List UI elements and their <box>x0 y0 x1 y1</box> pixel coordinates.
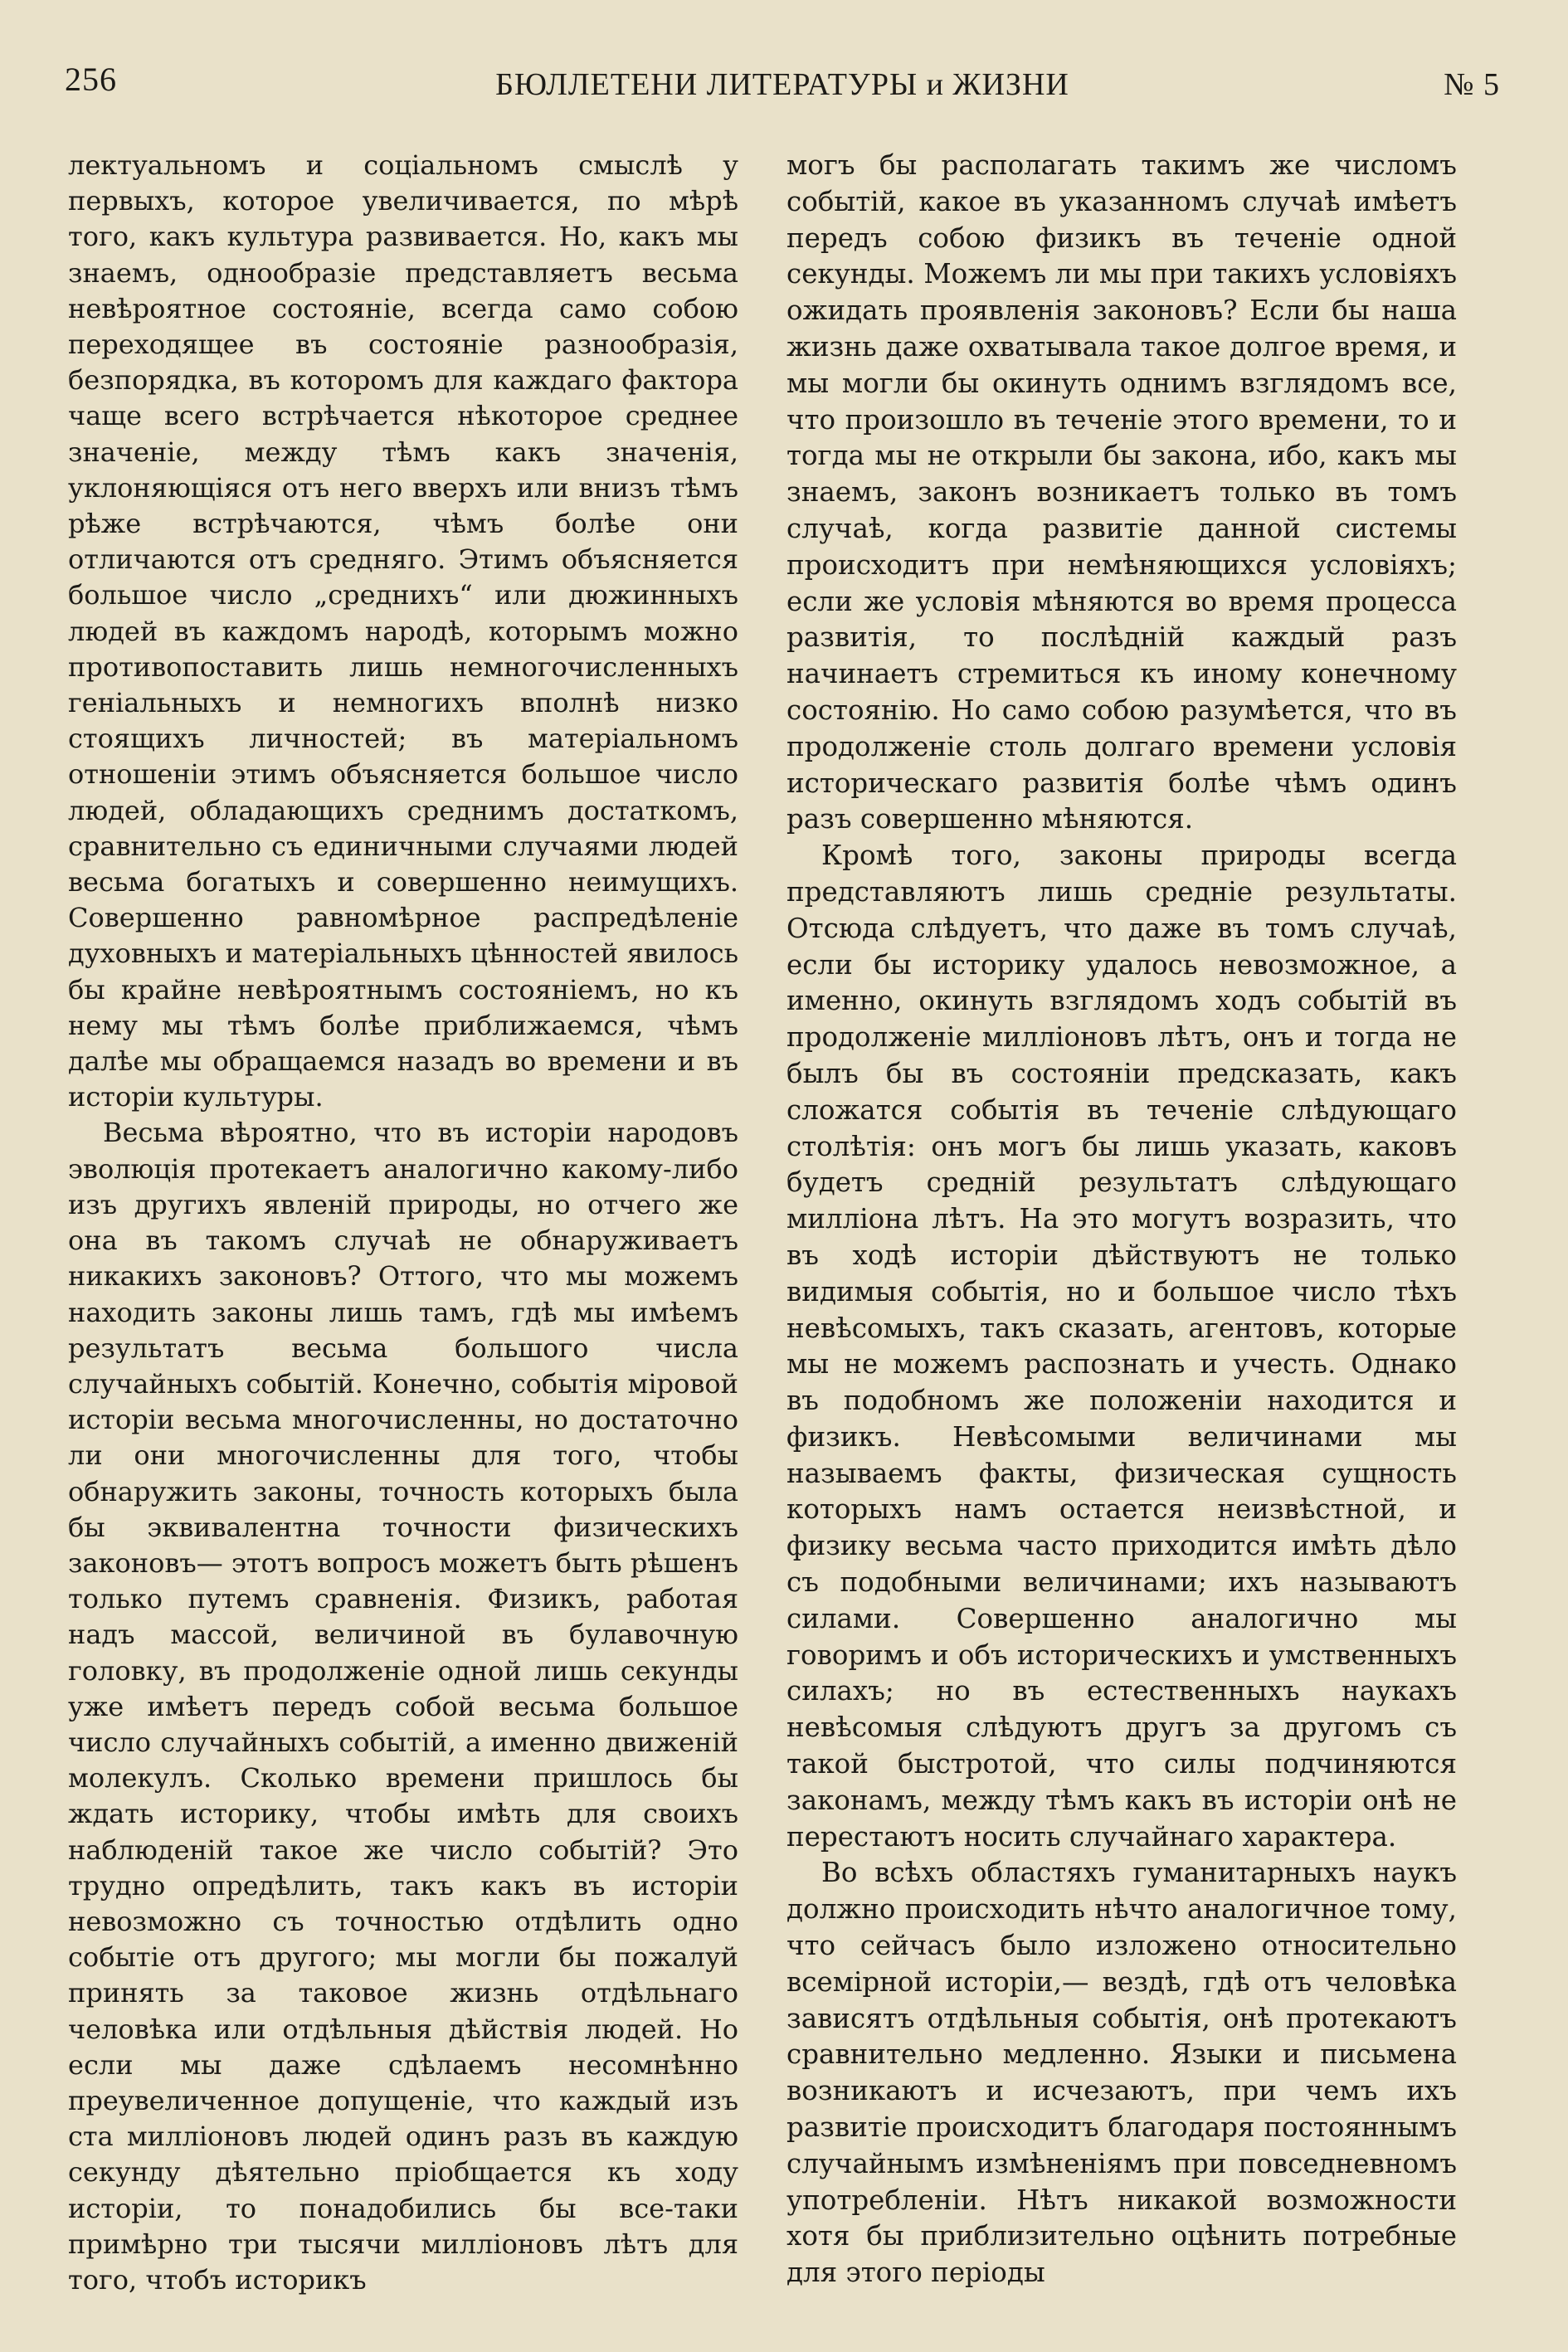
paragraph: Кромѣ того, законы природы всегда представляютъ лишь средніе результаты. Отсюда слѣдуетъ, что даже въ томъ случаѣ, если бы историку удалось невозможное, а именно, окинуть взглядомъ ходъ событій въ продолженіе милліоновъ лѣтъ, онъ и тогда не былъ бы въ состояніи предсказать, какъ сложатся событія въ теченіе слѣдующаго столѣтія: онъ могъ бы лишь указать, каковъ будетъ средній результатъ слѣдующаго милліона лѣтъ. На это могутъ возразить, что въ ходѣ исторіи дѣйствуютъ не только видимыя событія, но и большое число тѣхъ невѣсомыхъ, такъ сказать, агентовъ, которые мы не можемъ распознать и учесть. Однако въ подобномъ же положеніи находится и физикъ. Невѣсомыми величинами мы называемъ факты, физическая сущность которыхъ намъ остается неизвѣстной, и физику весьма часто приходится имѣть дѣло съ подобными величинами; ихъ называютъ силами. Совершенно аналогично мы говоримъ и объ историческихъ и умственныхъ силахъ; но въ естественныхъ наукахъ невѣсомыя слѣдуютъ другъ за другомъ съ такой быстротой, что силы подчиняются законамъ, между тѣмъ какъ въ исторіи онѣ не перестаютъ носить случайнаго характера. <box>786 840 1457 1853</box>
page-header <box>65 60 1500 110</box>
issue-number: № 5 <box>1444 67 1500 102</box>
paragraph: Во всѣхъ областяхъ гуманитарныхъ наукъ должно происходить нѣчто аналогичное тому, что сейчасъ было изложено относительно всемірной исторіи,— вездѣ, гдѣ отъ человѣка зависятъ отдѣльныя событія, онѣ протекаютъ сравнительно медленно. Языки и письмена возникаютъ и исчезаютъ, при чемъ ихъ развитіе происходитъ благодаря постояннымъ случайнымъ измѣненіямъ при повседневномъ употребленіи. Нѣтъ никакой возможности хотя бы приблизительно оцѣнить потребные для этого періоды <box>786 1857 1457 2289</box>
page-number: 256 <box>65 61 117 98</box>
paragraph: могъ бы располагать такимъ же числомъ событій, какое въ указанномъ случаѣ имѣетъ передъ собою физикъ въ теченіе одной секунды. Можемъ ли мы при такихъ условіяхъ ожидать проявленія законовъ? Если бы наша жизнь даже охватывала такое долгое время, и мы могли бы окинуть однимъ взглядомъ все, что произошло въ теченіе этого времени, то и тогда мы не открыли бы закона, ибо, какъ мы знаемъ, законъ возникаетъ только въ томъ случаѣ, когда развитіе данной системы происходитъ при немѣняющихся условіяхъ; если же условія мѣняются во время процесса развитія, то послѣдній каждый разъ начинаетъ стремиться къ иному конечному состоянію. Но само собою разумѣется, что въ продолженіе столь долгаго времени условія историческаго развитія болѣе чѣмъ одинъ разъ совершенно мѣняются. <box>786 149 1457 835</box>
right-column <box>786 148 1457 2291</box>
running-title: БЮЛЛЕТЕНИ ЛИТЕРАТУРЫ и ЖИЗНИ <box>495 67 1069 102</box>
paragraph: лектуальномъ и соціальномъ смыслѣ у первыхъ, которое увеличивается, по мѣрѣ того, какъ культура развивается. Но, какъ мы знаемъ, однообразіе представляетъ весьма невѣроятное состояніе, всегда само собою переходящее въ состояніе разнообразія, безпорядка, въ которомъ для каждаго фактора чаще всего встрѣчается нѣкоторое среднее значеніе, между тѣмъ какъ значенія, уклоняющіяся отъ него вверхъ или внизъ тѣмъ рѣже встрѣчаются, чѣмъ болѣе они отличаются отъ средняго. Этимъ объясняется большое число „среднихъ“ или дюжинныхъ людей въ каждомъ народѣ, которымъ можно противопоставить лишь немногочисленныхъ геніальныхъ и немногихъ вполнѣ низко стоящихъ личностей; въ матеріальномъ отношеніи этимъ объясняется большое число людей, обладающихъ среднимъ достаткомъ, сравнительно съ единичными случаями людей весьма богатыхъ и совершенно неимущихъ. Совершенно равномѣрное распредѣленіе духовныхъ и матеріальныхъ цѣнностей явилось бы крайне невѣроятнымъ состояніемъ, но къ нему мы тѣмъ болѣе приближаемся, чѣмъ далѣе мы обращаемся назадъ во времени и въ исторіи культуры. <box>68 149 738 1113</box>
paragraph: Весьма вѣроятно, что въ исторіи народовъ эволюція протекаетъ аналогично какому-либо изъ другихъ явленій природы, но отчего же она въ такомъ случаѣ не обнаруживаетъ никакихъ законовъ? Оттого, что мы можемъ находить законы лишь тамъ, гдѣ мы имѣемъ результатъ весьма большого числа случайныхъ событій. Конечно, событія міровой исторіи весьма многочисленны, но достаточно ли они многочисленны для того, чтобы обнаружить законы, точность которыхъ была бы эквивалентна точности физическихъ законовъ— этотъ вопросъ можетъ быть рѣшенъ только путемъ сравненія. Физикъ, работая надъ массой, величиной въ булавочную головку, въ продолженіе одной лишь секунды уже имѣетъ передъ собой весьма большое число случайныхъ событій, а именно движеній молекулъ. Сколько времени пришлось бы ждать историку, чтобы имѣть для своихъ наблюденій такое же число событій? Это трудно опредѣлить, такъ какъ въ исторіи невозможно съ точностью отдѣлить одно событіе отъ другого; мы могли бы пожалуй принять за таковое жизнь отдѣльнаго человѣка или отдѣльныя дѣйствія людей. Но если мы даже сдѣлаемъ несомнѣнно преувеличенное допущеніе, что каждый изъ ста милліоновъ людей одинъ разъ въ каждую секунду дѣятельно пріобщается къ ходу исторіи, то понадобились бы все-таки примѣрно три тысячи милліоновъ лѣтъ для того, чтобъ историкъ <box>68 1117 738 2296</box>
left-column <box>68 148 738 2298</box>
